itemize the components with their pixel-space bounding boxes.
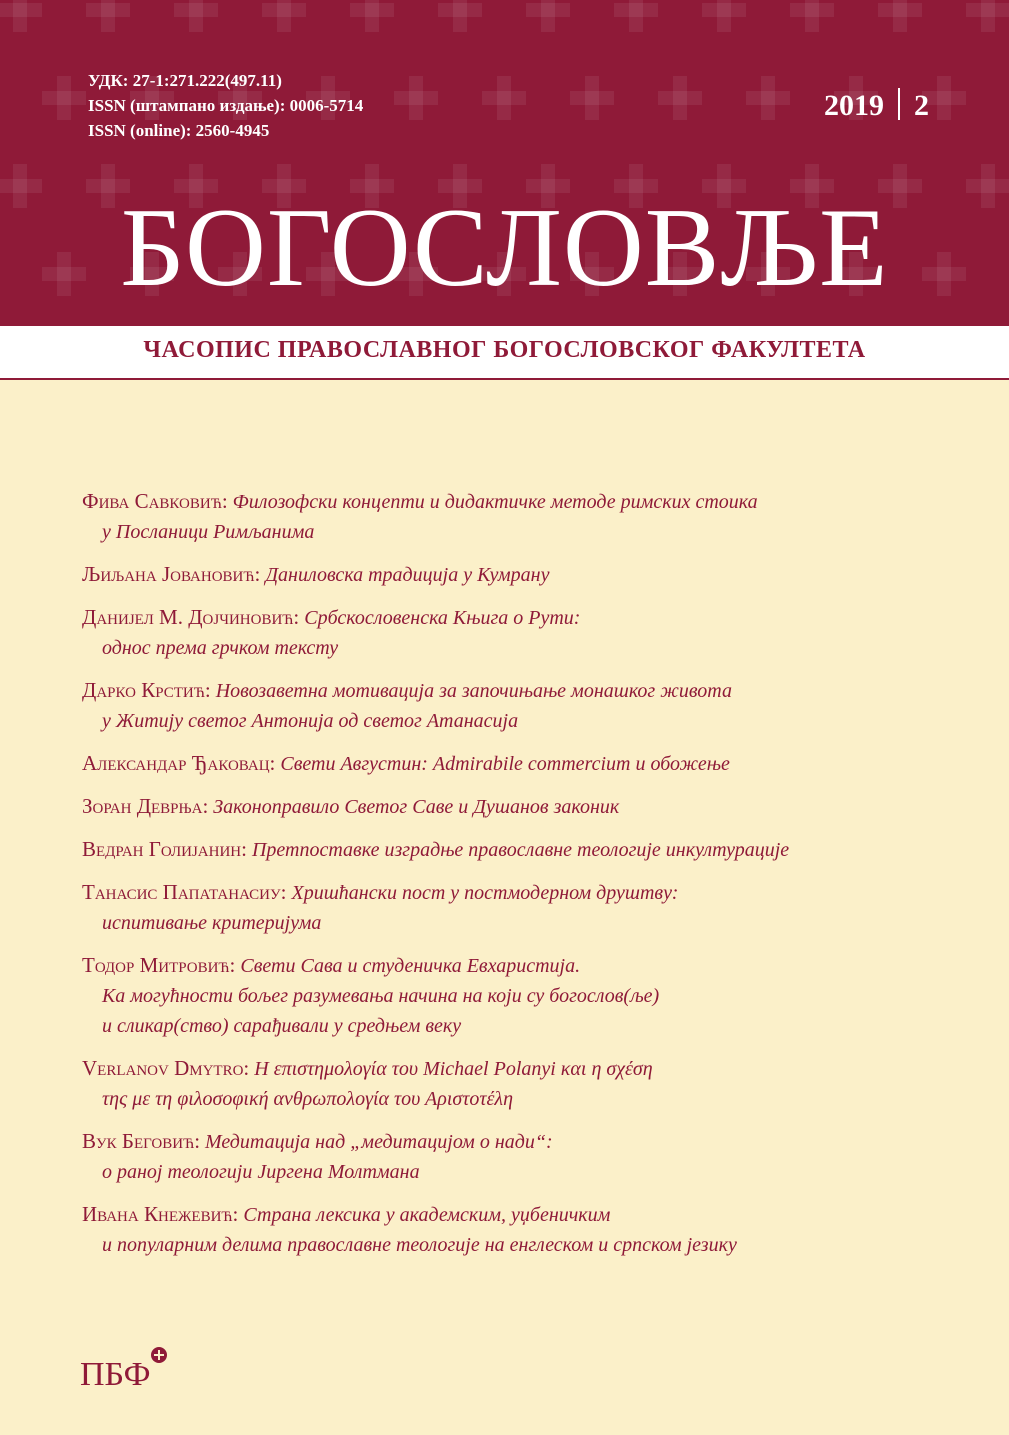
journal-subtitle: ЧАСОПИС ПРАВОСЛАВНОГ БОГОСЛОВСКОГ ФАКУЛТЕТА <box>143 337 866 363</box>
toc-entry-first-line <box>82 1199 962 1230</box>
toc-author: Данијел М. Дојчиновић: <box>82 605 300 629</box>
toc-entry-first-line <box>82 675 962 706</box>
toc-article-title: Претпоставке изградње православне теологије инкултурације <box>251 839 790 861</box>
toc-entry <box>82 877 962 938</box>
toc-entry <box>82 748 962 779</box>
toc-entry-first-line <box>82 834 962 865</box>
toc-article-title: Србскословенска Књига о Рути: <box>304 607 581 629</box>
toc-author: Вук Беговић: <box>82 1129 201 1153</box>
toc-entry-continuation <box>82 1011 962 1041</box>
toc-article-title: Свети Сава и студеничка Евхаристија. <box>240 955 581 977</box>
toc-entry <box>82 950 962 1041</box>
toc-entry-continuation <box>82 517 962 547</box>
toc-entry-continuation <box>82 908 962 938</box>
toc-entry <box>82 559 962 590</box>
toc-article-title: о раној теологији Јиргена Молтмана <box>102 1161 420 1183</box>
journal-title: БОГОСЛОВЉЕ <box>120 186 889 310</box>
toc-entry-continuation <box>82 1230 962 1260</box>
greek-cross-icon <box>174 0 218 32</box>
greek-cross-icon <box>438 0 482 32</box>
greek-cross-icon <box>42 76 86 120</box>
issue-year: 2019 <box>824 89 884 122</box>
toc-entry <box>82 1053 962 1114</box>
toc-article-title: Медитација над „медитацијом о нади“: <box>205 1131 553 1153</box>
toc-article-title: Ка могућности бољег разумевања начина на који су богослов(ље) <box>102 985 660 1007</box>
toc-entry-first-line <box>82 486 962 517</box>
issn-print: ISSN (штампано издање): 0006-5714 <box>88 96 364 115</box>
toc-author: Тодор Митровић: <box>82 953 236 977</box>
toc-author: Ведран Голијанин: <box>82 837 247 861</box>
toc-entry-first-line <box>82 1126 962 1157</box>
cover-header <box>0 0 1009 326</box>
toc-entry-continuation <box>82 1084 962 1114</box>
toc-author: Фива Савковић: <box>82 489 228 513</box>
toc-entry-continuation <box>82 1157 962 1187</box>
toc-entry-continuation <box>82 633 962 663</box>
greek-cross-icon <box>702 0 746 32</box>
greek-cross-icon <box>878 0 922 32</box>
toc-author: Љиљана Јовановић: <box>82 562 261 586</box>
issue-separator <box>898 88 900 120</box>
toc-entry <box>82 675 962 736</box>
toc-entry <box>82 1199 962 1260</box>
toc-article-title: Новозаветна мотивација за започињање монашког живота <box>215 680 732 702</box>
issue-info <box>824 88 929 123</box>
greek-cross-icon <box>0 0 42 32</box>
toc-article-title: Η επιστημολογία του Michael Polanyi και η σχέση <box>254 1058 653 1080</box>
toc-entry-first-line <box>82 877 962 908</box>
toc-entry <box>82 834 962 865</box>
publication-metadata <box>88 68 363 143</box>
toc-author: Александар Ђаковац: <box>82 751 276 775</box>
toc-article-title: Хришћански пост у постмодерном друштву: <box>291 882 679 904</box>
greek-cross-icon <box>350 0 394 32</box>
issue-number: 2 <box>914 89 929 122</box>
toc-entry-first-line <box>82 950 962 981</box>
toc-entry-first-line <box>82 791 962 822</box>
toc-article-title: Даниловска традиција у Кумрану <box>265 564 550 586</box>
toc-article-title: и популарним делима православне теологије на енглеском и српском језику <box>102 1234 737 1256</box>
toc-article-title: Страна лексика у академским, уџбеничким <box>243 1204 611 1226</box>
greek-cross-icon <box>658 76 702 120</box>
greek-cross-icon <box>526 0 570 32</box>
toc-entry <box>82 602 962 663</box>
toc-article-title: της με τη φιλοσοφική ανθρωπολογία του Αριστοτέλη <box>102 1088 514 1110</box>
greek-cross-icon <box>614 0 658 32</box>
toc-article-title: у Житију светог Антонија од светог Атанасија <box>102 710 519 732</box>
toc-entry-first-line <box>82 602 962 633</box>
toc-entry <box>82 791 962 822</box>
publisher-logo <box>80 1347 167 1394</box>
toc-author: Verlanov Dmytro: <box>82 1056 250 1080</box>
toc-entry <box>82 1126 962 1187</box>
divider <box>0 378 1009 380</box>
greek-cross-icon <box>262 0 306 32</box>
greek-cross-icon <box>570 76 614 120</box>
greek-cross-icon <box>394 76 438 120</box>
issn-online: ISSN (online): 2560-4945 <box>88 121 270 140</box>
toc-author: Зоран Деврња: <box>82 794 209 818</box>
greek-cross-icon <box>790 0 834 32</box>
logo-text: ПБФ <box>80 1356 151 1393</box>
udk-number: УДК: 27-1:271.222(497.11) <box>88 71 282 90</box>
toc-entry-first-line <box>82 1053 962 1084</box>
toc-entry <box>82 486 962 547</box>
table-of-contents <box>82 486 962 1272</box>
toc-article-title: и сликар(ство) сарађивали у средњем веку <box>102 1015 462 1037</box>
toc-article-title: Свети Августин: Admirabile commercium и обожење <box>280 753 730 775</box>
toc-article-title: у Посланици Римљанима <box>102 521 315 543</box>
toc-article-title: Законоправило Светог Саве и Душанов законик <box>213 796 620 818</box>
toc-entry-first-line <box>82 559 962 590</box>
greek-cross-icon <box>746 76 790 120</box>
toc-author: Дарко Крстић: <box>82 678 211 702</box>
toc-entry-first-line <box>82 748 962 779</box>
toc-article-title: однос према грчком тексту <box>102 637 339 659</box>
greek-cross-icon <box>482 76 526 120</box>
toc-author: Ивана Кнежевић: <box>82 1202 239 1226</box>
toc-article-title: испитивање критеријума <box>102 912 322 934</box>
cross-circle-icon <box>151 1347 167 1363</box>
toc-entry-continuation <box>82 981 962 1011</box>
toc-article-title: Филозофски концепти и дидактичке методе римских стоика <box>232 491 758 513</box>
toc-entry-continuation <box>82 706 962 736</box>
toc-author: Танасис Папатанасиу: <box>82 880 287 904</box>
greek-cross-icon <box>966 0 1009 32</box>
greek-cross-icon <box>86 0 130 32</box>
